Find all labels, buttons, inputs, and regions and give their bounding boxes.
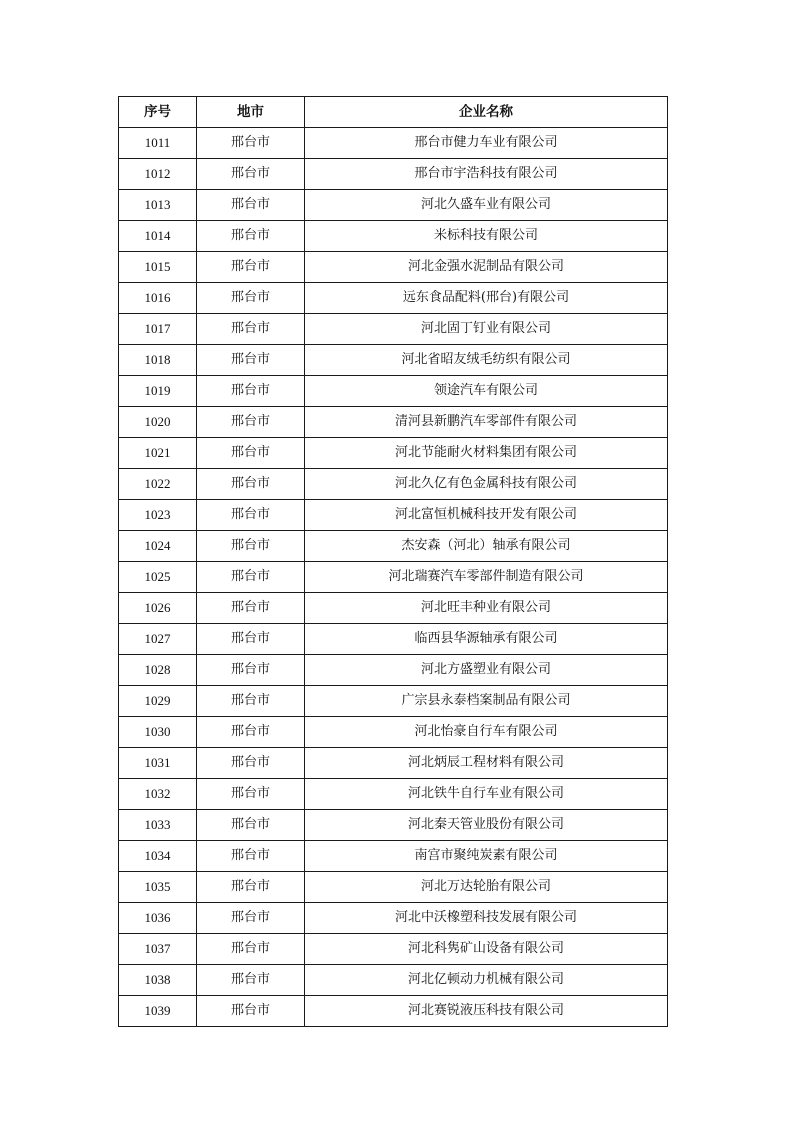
- cell-company: 河北中沃橡塑科技发展有限公司: [305, 903, 668, 934]
- cell-city: 邢台市: [197, 345, 305, 376]
- cell-number: 1020: [119, 407, 197, 438]
- cell-number: 1023: [119, 500, 197, 531]
- cell-company: 清河县新鹏汽车零部件有限公司: [305, 407, 668, 438]
- cell-city: 邢台市: [197, 903, 305, 934]
- cell-number: 1015: [119, 252, 197, 283]
- cell-city: 邢台市: [197, 624, 305, 655]
- table-row: [119, 252, 668, 283]
- cell-number: 1039: [119, 996, 197, 1027]
- cell-company: 南宫市聚纯炭素有限公司: [305, 841, 668, 872]
- cell-company: 河北瑞赛汽车零部件制造有限公司: [305, 562, 668, 593]
- cell-company: 河北久盛车业有限公司: [305, 190, 668, 221]
- cell-number: 1027: [119, 624, 197, 655]
- cell-number: 1032: [119, 779, 197, 810]
- cell-number: 1021: [119, 438, 197, 469]
- header-company: 企业名称: [305, 97, 668, 128]
- cell-number: 1029: [119, 686, 197, 717]
- table-row: [119, 500, 668, 531]
- table-row: [119, 345, 668, 376]
- cell-company: 邢台市健力车业有限公司: [305, 128, 668, 159]
- cell-city: 邢台市: [197, 283, 305, 314]
- table-row: [119, 562, 668, 593]
- cell-company: 领途汽车有限公司: [305, 376, 668, 407]
- cell-number: 1013: [119, 190, 197, 221]
- cell-city: 邢台市: [197, 562, 305, 593]
- cell-number: 1019: [119, 376, 197, 407]
- cell-city: 邢台市: [197, 934, 305, 965]
- cell-company: 河北久亿有色金属科技有限公司: [305, 469, 668, 500]
- cell-city: 邢台市: [197, 469, 305, 500]
- cell-company: 邢台市宇浩科技有限公司: [305, 159, 668, 190]
- table-row: [119, 128, 668, 159]
- cell-city: 邢台市: [197, 500, 305, 531]
- cell-city: 邢台市: [197, 128, 305, 159]
- table-row: [119, 903, 668, 934]
- table-row: [119, 872, 668, 903]
- cell-company: 河北铁牛自行车业有限公司: [305, 779, 668, 810]
- table-row: [119, 686, 668, 717]
- cell-number: 1028: [119, 655, 197, 686]
- cell-city: 邢台市: [197, 686, 305, 717]
- cell-city: 邢台市: [197, 531, 305, 562]
- cell-company: 广宗县永泰档案制品有限公司: [305, 686, 668, 717]
- cell-number: 1025: [119, 562, 197, 593]
- table-row: [119, 221, 668, 252]
- table-row: [119, 283, 668, 314]
- cell-company: 河北科隽矿山设备有限公司: [305, 934, 668, 965]
- cell-company: 临西县华源轴承有限公司: [305, 624, 668, 655]
- cell-city: 邢台市: [197, 996, 305, 1027]
- table-row: [119, 748, 668, 779]
- table-row: [119, 376, 668, 407]
- table-row: [119, 624, 668, 655]
- cell-city: 邢台市: [197, 779, 305, 810]
- table-row: [119, 934, 668, 965]
- header-row: [119, 97, 668, 128]
- table-row: [119, 717, 668, 748]
- cell-company: 河北金强水泥制品有限公司: [305, 252, 668, 283]
- cell-number: 1014: [119, 221, 197, 252]
- cell-company: 河北富恒机械科技开发有限公司: [305, 500, 668, 531]
- cell-city: 邢台市: [197, 810, 305, 841]
- enterprise-table: [118, 96, 668, 1027]
- cell-number: 1017: [119, 314, 197, 345]
- cell-company: 杰安森（河北）轴承有限公司: [305, 531, 668, 562]
- cell-city: 邢台市: [197, 717, 305, 748]
- cell-city: 邢台市: [197, 438, 305, 469]
- cell-number: 1036: [119, 903, 197, 934]
- cell-city: 邢台市: [197, 593, 305, 624]
- table-row: [119, 779, 668, 810]
- cell-city: 邢台市: [197, 748, 305, 779]
- cell-city: 邢台市: [197, 407, 305, 438]
- cell-number: 1033: [119, 810, 197, 841]
- table-header: [119, 97, 668, 128]
- cell-city: 邢台市: [197, 841, 305, 872]
- table-row: [119, 469, 668, 500]
- cell-company: 河北怡豪自行车有限公司: [305, 717, 668, 748]
- cell-company: 河北节能耐火材料集团有限公司: [305, 438, 668, 469]
- table-row: [119, 810, 668, 841]
- cell-number: 1011: [119, 128, 197, 159]
- cell-city: 邢台市: [197, 314, 305, 345]
- table-row: [119, 159, 668, 190]
- cell-number: 1038: [119, 965, 197, 996]
- cell-number: 1024: [119, 531, 197, 562]
- table-row: [119, 531, 668, 562]
- cell-company: 河北赛锐液压科技有限公司: [305, 996, 668, 1027]
- cell-city: 邢台市: [197, 159, 305, 190]
- cell-company: 远东食品配料(邢台)有限公司: [305, 283, 668, 314]
- header-city: 地市: [197, 97, 305, 128]
- cell-number: 1034: [119, 841, 197, 872]
- cell-number: 1012: [119, 159, 197, 190]
- table-row: [119, 407, 668, 438]
- table-row: [119, 841, 668, 872]
- cell-city: 邢台市: [197, 872, 305, 903]
- table-row: [119, 190, 668, 221]
- cell-city: 邢台市: [197, 965, 305, 996]
- cell-city: 邢台市: [197, 221, 305, 252]
- cell-number: 1018: [119, 345, 197, 376]
- table-row: [119, 965, 668, 996]
- header-number: 序号: [119, 97, 197, 128]
- cell-city: 邢台市: [197, 376, 305, 407]
- table-row: [119, 438, 668, 469]
- table-row: [119, 655, 668, 686]
- cell-company: 河北万达轮胎有限公司: [305, 872, 668, 903]
- table-body: [119, 128, 668, 1027]
- cell-city: 邢台市: [197, 252, 305, 283]
- table-row: [119, 996, 668, 1027]
- cell-number: 1037: [119, 934, 197, 965]
- table-row: [119, 314, 668, 345]
- cell-company: 河北省昭友绒毛纺织有限公司: [305, 345, 668, 376]
- cell-company: 河北固丁钉业有限公司: [305, 314, 668, 345]
- cell-number: 1026: [119, 593, 197, 624]
- cell-number: 1031: [119, 748, 197, 779]
- cell-company: 河北亿顿动力机械有限公司: [305, 965, 668, 996]
- cell-city: 邢台市: [197, 190, 305, 221]
- cell-city: 邢台市: [197, 655, 305, 686]
- cell-number: 1030: [119, 717, 197, 748]
- cell-company: 河北旺丰种业有限公司: [305, 593, 668, 624]
- cell-number: 1022: [119, 469, 197, 500]
- cell-company: 河北炳辰工程材料有限公司: [305, 748, 668, 779]
- cell-number: 1016: [119, 283, 197, 314]
- cell-number: 1035: [119, 872, 197, 903]
- table-row: [119, 593, 668, 624]
- cell-company: 米标科技有限公司: [305, 221, 668, 252]
- cell-company: 河北方盛塑业有限公司: [305, 655, 668, 686]
- cell-company: 河北秦天管业股份有限公司: [305, 810, 668, 841]
